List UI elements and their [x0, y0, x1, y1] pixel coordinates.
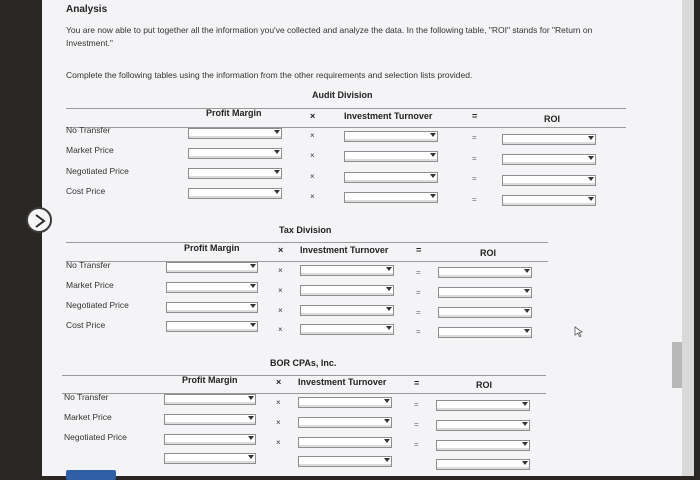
profit-margin-select[interactable]	[188, 168, 282, 179]
dropdown-arrow-icon	[588, 197, 594, 201]
roi-select[interactable]	[438, 267, 532, 278]
investment-turnover-select[interactable]	[300, 305, 394, 316]
roi-header: ROI	[476, 380, 493, 390]
profit-margin-select[interactable]	[166, 282, 258, 293]
times-header: ×	[310, 111, 316, 121]
row-label-market-price: Market Price	[66, 280, 114, 290]
roi-select[interactable]	[438, 307, 532, 318]
equals-symbol: =	[414, 420, 419, 429]
dropdown-arrow-icon	[524, 329, 530, 333]
equals-symbol: =	[472, 154, 477, 163]
roi-header: ROI	[480, 248, 497, 258]
dropdown-arrow-icon	[524, 289, 530, 293]
equals-header: =	[416, 245, 422, 255]
investment-turnover-select[interactable]	[344, 192, 438, 203]
row-label-market-price: Market Price	[66, 145, 114, 155]
analysis-panel	[42, 0, 682, 476]
dropdown-arrow-icon	[386, 307, 392, 311]
roi-select[interactable]	[438, 287, 532, 298]
dropdown-arrow-icon	[384, 439, 390, 443]
times-symbol: ×	[276, 418, 281, 427]
times-symbol: ×	[310, 151, 315, 160]
equals-symbol: =	[416, 327, 421, 336]
dropdown-arrow-icon	[430, 133, 436, 137]
roi-select[interactable]	[438, 327, 532, 338]
dropdown-arrow-icon	[386, 287, 392, 291]
row-label-negotiated-price: Negotiated Price	[66, 300, 129, 310]
row-label-no-transfer: No Transfer	[66, 260, 111, 270]
investment-turnover-select[interactable]	[300, 324, 394, 335]
times-symbol: ×	[310, 172, 315, 181]
profit-margin-select[interactable]	[164, 453, 256, 464]
profit-margin-select[interactable]	[188, 188, 282, 199]
dropdown-arrow-icon	[522, 422, 528, 426]
equals-header: =	[414, 378, 420, 388]
times-symbol: ×	[276, 438, 281, 447]
investment-turnover-select[interactable]	[298, 417, 392, 428]
investment-turnover-select[interactable]	[300, 285, 394, 296]
table-divider	[66, 108, 626, 109]
equals-symbol: =	[472, 195, 477, 204]
roi-select[interactable]	[436, 459, 530, 470]
dropdown-arrow-icon	[430, 153, 436, 157]
dropdown-arrow-icon	[248, 436, 254, 440]
equals-symbol: =	[472, 174, 477, 183]
table-title: Audit Division	[312, 90, 373, 100]
dropdown-arrow-icon	[384, 419, 390, 423]
dropdown-arrow-icon	[522, 442, 528, 446]
dropdown-arrow-icon	[384, 399, 390, 403]
dropdown-arrow-icon	[522, 461, 528, 465]
investment-turnover-select[interactable]	[300, 265, 394, 276]
times-symbol: ×	[278, 306, 283, 315]
equals-header: =	[472, 111, 478, 121]
chevron-right-icon	[34, 214, 46, 228]
times-symbol: ×	[310, 192, 315, 201]
equals-symbol: =	[414, 440, 419, 449]
table-title: Tax Division	[279, 225, 332, 235]
roi-select[interactable]	[436, 440, 530, 451]
profit-margin-header: Profit Margin	[182, 375, 238, 385]
dropdown-arrow-icon	[248, 416, 254, 420]
table-divider	[62, 375, 546, 376]
roi-select[interactable]	[502, 175, 596, 186]
profit-margin-select[interactable]	[164, 394, 256, 405]
dropdown-arrow-icon	[430, 174, 436, 178]
dropdown-arrow-icon	[248, 396, 254, 400]
investment-turnover-select[interactable]	[298, 437, 392, 448]
profit-margin-select[interactable]	[164, 414, 256, 425]
table-divider	[66, 127, 626, 128]
row-label-negotiated-price: Negotiated Price	[66, 166, 129, 176]
dropdown-arrow-icon	[250, 323, 256, 327]
roi-select[interactable]	[502, 134, 596, 145]
dropdown-arrow-icon	[588, 156, 594, 160]
investment-turnover-select[interactable]	[344, 172, 438, 183]
dropdown-arrow-icon	[248, 455, 254, 459]
roi-select[interactable]	[502, 154, 596, 165]
dropdown-arrow-icon	[274, 190, 280, 194]
row-label-cost-price: Cost Price	[66, 320, 106, 330]
times-header: ×	[276, 377, 282, 387]
scrollbar-track[interactable]	[682, 0, 694, 476]
row-label-no-transfer: No Transfer	[66, 125, 111, 135]
equals-symbol: =	[472, 133, 477, 142]
profit-margin-select[interactable]	[166, 321, 258, 332]
times-symbol: ×	[310, 131, 315, 140]
equals-symbol: =	[416, 268, 421, 277]
dropdown-arrow-icon	[386, 267, 392, 271]
dropdown-arrow-icon	[588, 136, 594, 140]
table-title: BOR CPAs, Inc.	[270, 358, 337, 368]
investment-turnover-header: Investment Turnover	[298, 377, 387, 387]
dropdown-arrow-icon	[588, 177, 594, 181]
roi-select[interactable]	[436, 400, 530, 411]
dropdown-arrow-icon	[250, 304, 256, 308]
row-label-market-price: Market Price	[64, 412, 112, 422]
times-header: ×	[278, 245, 284, 255]
investment-turnover-select[interactable]	[298, 397, 392, 408]
instructions-text: Complete the following tables using the information from the other requirements and selection lists provided.	[66, 70, 473, 80]
investment-turnover-select[interactable]	[344, 151, 438, 162]
check-my-work-button[interactable]	[66, 470, 116, 480]
dropdown-arrow-icon	[386, 326, 392, 330]
profit-margin-select[interactable]	[188, 128, 282, 139]
times-symbol: ×	[278, 286, 283, 295]
profit-margin-select[interactable]	[188, 148, 282, 159]
times-symbol: ×	[278, 266, 283, 275]
equals-symbol: =	[414, 400, 419, 409]
analysis-heading: Analysis	[66, 4, 108, 15]
investment-turnover-header: Investment Turnover	[344, 111, 433, 121]
scrollbar-thumb[interactable]	[672, 342, 682, 388]
dropdown-arrow-icon	[524, 309, 530, 313]
row-label-negotiated-price: Negotiated Price	[64, 432, 127, 442]
row-label-cost-price: Cost Price	[66, 186, 106, 196]
dropdown-arrow-icon	[384, 458, 390, 462]
row-label-no-transfer: No Transfer	[64, 392, 109, 402]
times-symbol: ×	[276, 398, 281, 407]
profit-margin-select[interactable]	[166, 262, 258, 273]
investment-turnover-select[interactable]	[344, 131, 438, 142]
dropdown-arrow-icon	[524, 269, 530, 273]
dropdown-arrow-icon	[250, 284, 256, 288]
profit-margin-select[interactable]	[164, 434, 256, 445]
mouse-cursor-icon	[574, 326, 584, 338]
dropdown-arrow-icon	[430, 194, 436, 198]
roi-select[interactable]	[502, 195, 596, 206]
investment-turnover-select[interactable]	[298, 456, 392, 467]
table-divider	[66, 261, 548, 262]
profit-margin-header: Profit Margin	[184, 243, 240, 253]
roi-header: ROI	[544, 114, 561, 124]
dropdown-arrow-icon	[274, 130, 280, 134]
dropdown-arrow-icon	[250, 264, 256, 268]
dropdown-arrow-icon	[522, 402, 528, 406]
equals-symbol: =	[416, 308, 421, 317]
dropdown-arrow-icon	[274, 170, 280, 174]
profit-margin-select[interactable]	[166, 302, 258, 313]
dropdown-arrow-icon	[274, 150, 280, 154]
intro-line-2: Investment."	[66, 38, 113, 48]
profit-margin-header: Profit Margin	[206, 108, 262, 118]
next-step-button[interactable]	[26, 207, 52, 233]
investment-turnover-header: Investment Turnover	[300, 245, 389, 255]
table-divider	[62, 393, 546, 394]
times-symbol: ×	[278, 325, 283, 334]
table-divider	[66, 242, 548, 243]
equals-symbol: =	[416, 288, 421, 297]
intro-line-1: You are now able to put together all the information you've collected and analyze the data. In the following table, "ROI" stands for "Return on	[66, 25, 593, 35]
roi-select[interactable]	[436, 420, 530, 431]
